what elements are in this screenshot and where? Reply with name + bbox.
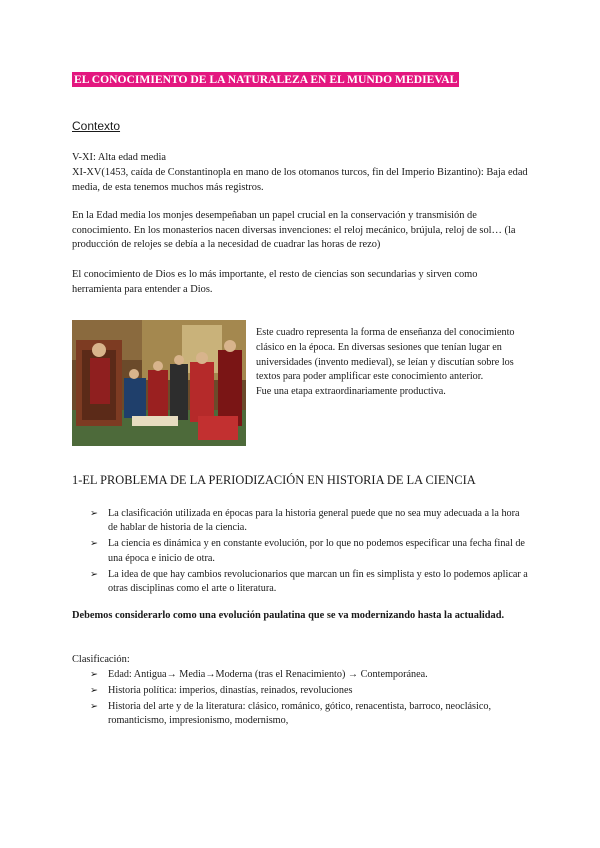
figure-caption-text: Este cuadro representa la forma de enseñanza del conocimiento clásico en la época. En diversas sesiones que tenían lugar en universidades (invento medieval), se leían y discutían sobre los textos para poder amplificar este conocimiento anterior. <box>256 327 515 383</box>
list-item: ➢ La ciencia es dinámica y en constante evolución, por lo que no podemos especificar una fecha final de una época e inicio de otra. <box>90 538 525 564</box>
bold-statement: Debemos considerarlo como una evolución paulatina que se va modernizando hasta la actualidad. <box>72 610 505 621</box>
medieval-teaching-painting <box>72 320 246 446</box>
list-item: ➢ La idea de que hay cambios revolucionarios que marcan un fin es simplista y esto lo podemos aplicar a otras disciplinas como el arte o literatura. <box>90 568 528 595</box>
section-heading: 1-EL PROBLEMA DE LA PERIODIZACIÓN EN HISTORIA DE LA CIENCIA <box>72 473 476 487</box>
list-item: ➢ Historia del arte y de la literatura: clásico, románico, gótico, renacentista, barroco, neoclásico, romanticismo, impresionismo, modernismo, <box>90 701 492 727</box>
paragraph-monks: En la Edad media los monjes desempeñaban un papel crucial en la conservación y transmisión de conocimiento. En los monasterios nacen diversas invenciones: el reloj mecánico, brújula, reloj de sol… (la producción de relojes se debía a la necesidad de cuadrar las horas de rezo) <box>72 210 516 251</box>
arrow-bullet-icon: ➢ <box>90 701 98 712</box>
list-item: ➢ Edad: Antigua→ Media→Moderna (tras el Renacimiento) → Contemporánea. <box>72 668 528 682</box>
arrow-bullet-icon: ➢ <box>90 685 98 696</box>
figure-caption-note: Fue una etapa extraordinariamente productiva. <box>256 386 446 398</box>
period-high-middle-ages: V-XI: Alta edad media <box>72 152 166 163</box>
arrow-bullet-icon: ➢ <box>90 538 98 550</box>
list-item: ➢ Historia política: imperios, dinastías, reinados, revoluciones <box>72 684 528 698</box>
list-item: ➢ La clasificación utilizada en épocas para la historia general puede que no sea muy adecuada a la hora de hablar de historia de la ciencia. <box>90 508 520 534</box>
context-heading: Contexto <box>72 119 121 133</box>
arrow-bullet-icon: ➢ <box>90 508 98 519</box>
classification-label: Clasificación: <box>72 654 130 665</box>
figure-caption <box>256 326 530 400</box>
classification-bullet-list <box>72 668 528 730</box>
arrow-bullet-icon: ➢ <box>90 669 98 680</box>
section-bullet-list <box>72 507 528 598</box>
document-title: EL CONOCIMIENTO DE LA NATURALEZA EN EL MUNDO MEDIEVAL <box>74 73 458 86</box>
paragraph-god: El conocimiento de Dios es lo más importante, el resto de ciencias son secundarias y sirven como herramienta para entender a Dios. <box>72 269 478 295</box>
arrow-bullet-icon: ➢ <box>90 568 98 580</box>
period-low-middle-ages: XI-XV(1453, caída de Constantinopla en mano de los otomanos turcos, fin del Imperio Bizantino): Baja edad media, de esta tenemos muchos más registros. <box>72 167 528 193</box>
